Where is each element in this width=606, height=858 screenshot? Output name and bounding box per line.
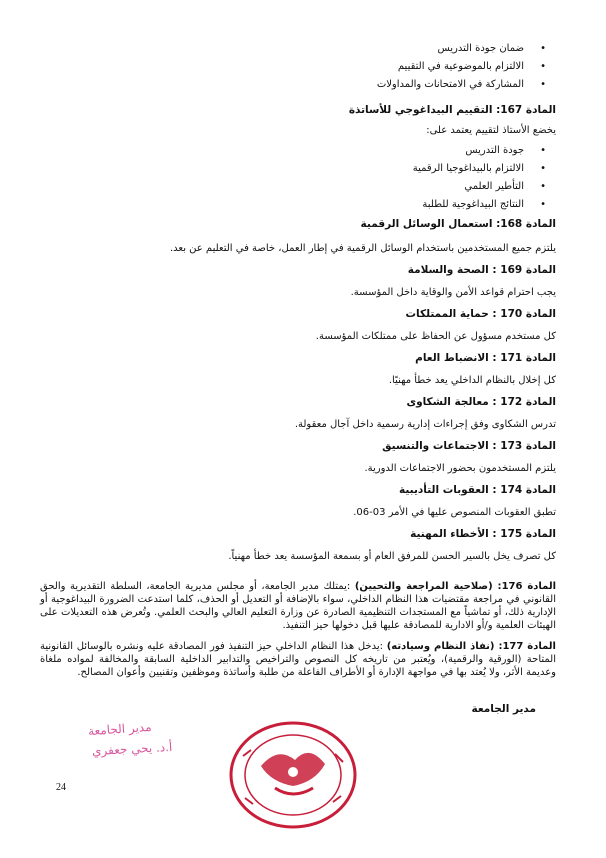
signature-stamp-name: أ.د. يحي جعفري <box>91 739 173 759</box>
list-item: • التأطير العلمي <box>40 180 524 193</box>
article-174-text: تطبق العقوبات المنصوص عليها في الأمر 03-06. <box>353 507 556 518</box>
signature-stamp-line: مدير الجامعة <box>87 719 152 739</box>
article-168-heading: المادة 168: استعمال الوسائل الرقمية <box>360 218 556 230</box>
article-171-heading: المادة 171 : الانضباط العام <box>415 352 556 364</box>
article-167-heading: المادة 167: التقييم البيداغوجي للأساتذة <box>348 104 556 116</box>
page-number: 24 <box>56 782 66 793</box>
article-176-text: :يمتلك مدير الجامعة، أو مجلس مديرية الجامعة، السلطة التقديرية والحق القانوني في مراجعة مقتضيات هذا النظام الداخلي، سواء بالإضافة أو التعديل أو الحذف، كلما استدعت الضرورة البيداغوجية أو الإدارية ذلك، أو تماشياً مع المستجدات التنظيمية الصادرة عن وزارة التعليم العالي والبحث العلمي. وتُعرض هذه التعديلات على الهيئات العلمية و/أو الادارية للمصادقة عليها قبل دخولها حيز التنفيذ. <box>40 581 556 631</box>
article-171-text: كل إخلال بالنظام الداخلي يعد خطأ مهنيًا. <box>388 375 556 386</box>
official-seal-icon <box>223 716 363 834</box>
article-172-heading: المادة 172 : معالجة الشكاوى <box>406 396 556 408</box>
list-item: • النتائج البيداغوجية للطلبة <box>40 198 524 211</box>
article-173-text: يلتزم المستخدمون بحضور الاجتماعات الدورية. <box>364 463 556 474</box>
article-173-heading: المادة 173 : الاجتماعات والتنسيق <box>382 440 556 452</box>
article-170-heading: المادة 170 : حماية الممتلكات <box>405 308 556 320</box>
article-175-heading: المادة 175 : الأخطاء المهنية <box>410 528 556 540</box>
signature-title: مدير الجامعة <box>471 703 536 715</box>
article-176-heading: المادة 176: (صلاحية المراجعة والتحيين) <box>354 581 557 592</box>
list-item: • الالتزام بالموضوعية في التقييم <box>40 60 524 73</box>
article-175-text: كل تصرف يخل بالسير الحسن للمرفق العام أو بسمعة المؤسسة يعد خطأ مهنياً. <box>228 551 556 562</box>
article-177 <box>40 640 556 679</box>
list-item: • الالتزام بالبيداغوجيا الرقمية <box>40 162 524 175</box>
article-170-text: كل مستخدم مسؤول عن الحفاظ على ممتلكات المؤسسة. <box>315 331 556 342</box>
article-169-heading: المادة 169 : الصحة والسلامة <box>407 264 556 276</box>
article-174-heading: المادة 174 : العقوبات التأديبية <box>399 484 556 496</box>
list-item: • المشاركة في الامتحانات والمداولات <box>40 78 524 91</box>
article-177-heading: المادة 177: (نفاذ النظام وسيادته) <box>386 641 556 652</box>
article-168-text: يلتزم جميع المستخدمين باستخدام الوسائل الرقمية في إطار العمل، خاصة في التعليم عن بعد. <box>169 243 556 254</box>
article-172-text: تدرس الشكاوى وفق إجراءات إدارية رسمية داخل آجال معقولة. <box>294 419 556 430</box>
list-item: • ضمان جودة التدريس <box>40 42 524 55</box>
article-167-intro: يخضع الأستاذ لتقييم يعتمد على: <box>426 125 556 136</box>
list-item: • جودة التدريس <box>40 144 524 157</box>
article-169-text: يجب احترام قواعد الأمن والوقاية داخل المؤسسة. <box>350 287 556 298</box>
article-177-text: :يدخل هذا النظام الداخلي حيز التنفيذ فور المصادقة عليه ونشره بالوسائل القانونية المتاحة (الورقية والرقمية)، ويُعتبر من تاريخه كل النصوص والتراخيص والتدابير الداخلية السابقة والمخالفة لمواده ملغاة وعديمة الأثر، ولا يُعتد بها في مواجهة الإدارة أو الأطراف الفاعلة من طلبة وأساتذة وموظفين وتقنيين وأعوان المصالح. <box>40 641 556 678</box>
article-176 <box>40 580 556 632</box>
